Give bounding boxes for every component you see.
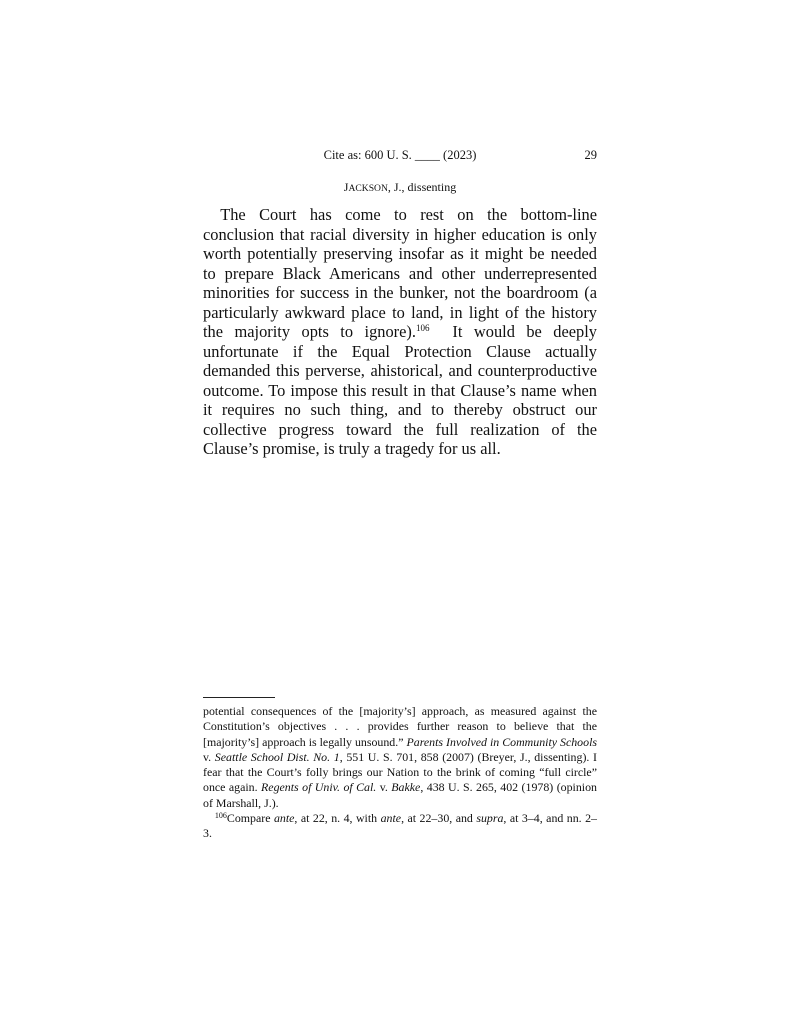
case-name: Parents Involved in Community Schools: [406, 734, 597, 749]
footnote-number: 106: [214, 810, 227, 820]
page-number: 29: [584, 148, 597, 162]
footnote-text: , at 22–30, and: [401, 810, 477, 825]
footnotes-section: [203, 704, 597, 841]
footnote-text: , 551 U. S. 701, 858 (2007) (Breyer, J., dissenting). I fear that the Court’s folly brings our Nation to the brink of coming “full circle” once again.: [203, 749, 597, 795]
citation-header: Cite as: 600 U. S. ____ (2023): [323, 148, 477, 162]
footnote-text: v.: [376, 780, 392, 795]
footnote-text: potential consequences of the [majority’s] approach, as measured against the Constitution’s objectives . . . provides further reason to believe that the [majority’s] approach is legally unsound.”: [203, 704, 597, 749]
body-paragraph: [203, 205, 602, 459]
author-initial: J: [343, 180, 349, 194]
running-header: [203, 148, 597, 166]
footnote-text: , at 22, n. 4, with: [294, 810, 381, 825]
author-name-rest: ACKSON: [348, 183, 388, 194]
citation-signal: ante: [380, 810, 402, 825]
footnote-text: , at 3–4, and nn. 2–3.: [203, 810, 598, 840]
footnote-106: [203, 811, 597, 842]
citation-signal: supra: [476, 810, 504, 825]
body-text-part1: The Court has come to rest on the bottom-line conclusion that racial diversity in higher education is only worth potentially preserving insofar as it might be needed to prepare Black Americans and other underrepresented minorities for success in the bunker, not the boardroom (a particularly awkward place to land, in light of the history the majority opts to ignore).: [203, 205, 597, 341]
body-text-part2: It would be deeply unfortunate if the Equal Protection Clause actually demanded this perverse, ahistorical, and counterproductive outcome. To impose this result in that Clause’s name when it requires no such thing, and to thereby obstruct our collective progress toward the full realization of the Clause’s promise, is truly a tragedy for us all.: [203, 322, 602, 458]
footnote-text: , 438 U. S. 265, 402 (1978) (opinion of Marshall, J.).: [203, 780, 597, 810]
opinion-type: , J., dissenting: [387, 180, 457, 194]
case-name: Seattle School Dist. No. 1: [214, 749, 340, 764]
footnote-text: v.: [203, 749, 215, 764]
footnote-text: Compare: [226, 810, 274, 825]
citation-signal: ante: [273, 810, 295, 825]
footnote-continued: [203, 704, 597, 811]
opinion-author-line: [203, 180, 597, 195]
case-name: Regents of Univ. of Cal.: [261, 780, 377, 795]
footnote-divider: [203, 697, 275, 698]
case-name: Bakke: [391, 780, 421, 795]
footnote-reference-106: 106: [415, 323, 430, 333]
